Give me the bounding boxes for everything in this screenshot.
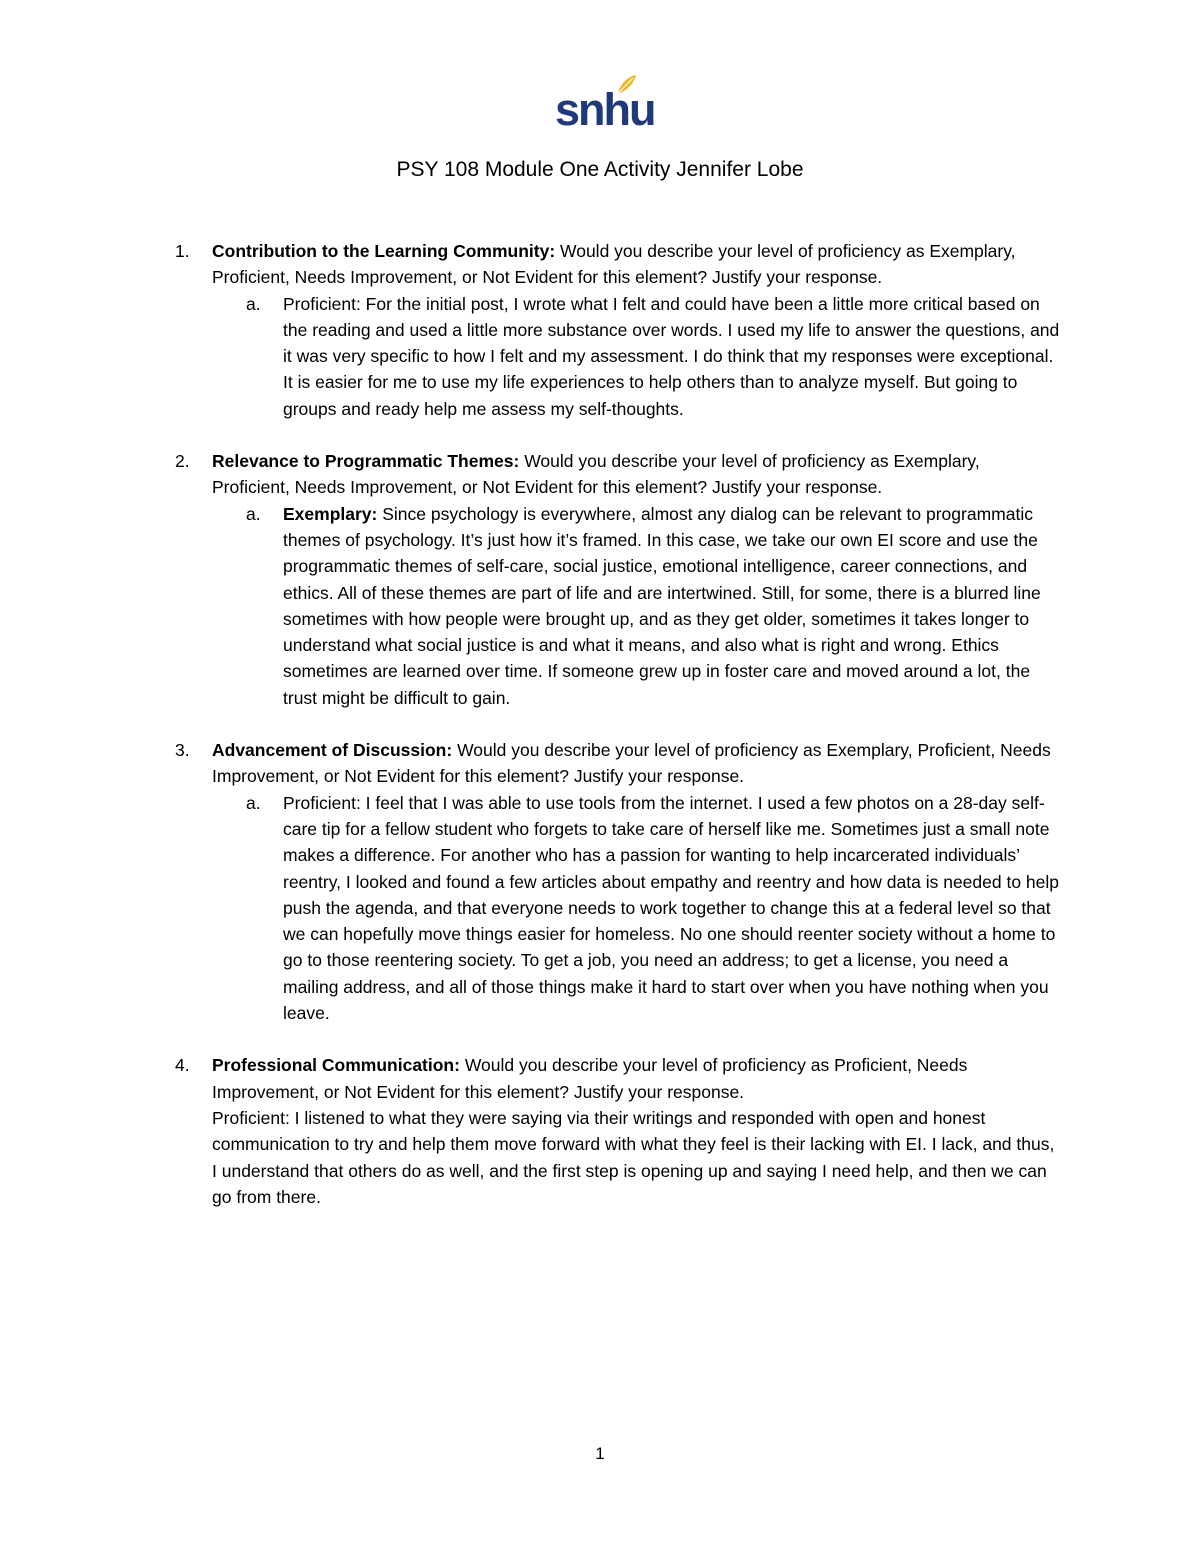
question-paragraph: [212, 737, 1062, 790]
document-body: [175, 238, 1062, 1236]
list-item: [175, 737, 1062, 1026]
list-item-number: 4.: [175, 1055, 190, 1076]
list-item: [175, 1052, 1062, 1210]
answer-text: Since psychology is everywhere, almost any dialog can be relevant to programmatic themes of psychology. It’s just how it’s framed. In this case, we take our own EI score and use the programmatic themes of self-care, social justice, emotional intelligence, career connections, and ethics. All of these themes are part of life and are intertwined. Still, for some, there is a blurred line sometimes with how people were brought up, and as they get older, sometimes it takes longer to understand what social justice is and what it means, and also what is right and wrong. Ethics sometimes are learned over time. If someone grew up in foster care and moved around a lot, the trust might be difficult to gain.: [283, 503, 1041, 708]
question-paragraph: [212, 448, 1062, 501]
sub-list-item: [246, 790, 1062, 1027]
list-item: [175, 448, 1062, 711]
question-text: Would you describe your level of proficiency as Exemplary, Proficient, Needs Improvement, or Not Evident for this element? Justify your response.: [212, 241, 1016, 288]
answer-paragraph: [283, 790, 1062, 1027]
criterion-heading: Relevance to Programmatic Themes:: [212, 451, 520, 472]
answer-text: For the initial post, I wrote what I felt and could have been a little more critical based on the reading and used a little more substance over words. I used my life to answer the questions, and it was very specific to how I felt and my assessment. I do think that my responses were exceptional. It is easier for me to use my life experiences to help others than to analyze myself. But going to groups and ready help me assess my self-thoughts.: [283, 293, 1060, 419]
criterion-heading: Professional Communication:: [212, 1055, 460, 1076]
list-item-number: 1.: [175, 241, 190, 261]
answer-label: Proficient:: [283, 792, 361, 813]
sub-list-item: [246, 501, 1062, 711]
answer-text: I feel that I was able to use tools from the internet. I used a few photos on a 28-day self-care tip for a fellow student who forgets to take care of herself like me. Sometimes just a small note makes a difference. For another who has a passion for wanting to help incarcerated individuals’ reentry, I looked and found a few articles about empathy and reentry and how data is needed to help push the agenda, and that everyone needs to work together to change this at a federal level so that we can hopefully move things easier for homeless. No one should reenter society without a home to go to those reentering society. To get a job, you need an address; to get a license, you need a mailing address, and all of those things make it hard to start over when you have nothing when you leave.: [283, 792, 1060, 1024]
question-paragraph: [212, 1052, 1062, 1105]
answer-paragraph: [283, 291, 1062, 422]
answer-text: I listened to what they were saying via their writings and responded with open and honest communication to try and help them move forward with what they feel is their lacking with EI. I lack, and thus, I understand that others do as well, and the first step is opening up and saying I need help, and then we can go from there.: [212, 1107, 1055, 1207]
criterion-heading: Advancement of Discussion:: [212, 740, 453, 761]
answer-label: Proficient:: [212, 1107, 290, 1128]
sub-list-letter: a.: [246, 792, 261, 813]
page-number: 1: [595, 1444, 605, 1463]
sub-list-letter: a.: [246, 293, 261, 314]
question-text: Would you describe your level of proficiency as Exemplary, Proficient, Needs Improvement, or Not Evident for this element? Justify your response.: [212, 740, 1051, 787]
question-paragraph: [212, 238, 1062, 291]
answer-label: Proficient:: [283, 293, 361, 314]
list-item-number: 2.: [175, 451, 190, 472]
answer-paragraph: [212, 1105, 1062, 1210]
answer-paragraph: [283, 501, 1062, 711]
criterion-heading: Contribution to the Learning Community:: [212, 241, 556, 261]
sub-list-letter: a.: [246, 503, 261, 524]
question-text: Would you describe your level of proficiency as Proficient, Needs Improvement, or Not Evident for this element? Justify your response.: [212, 1055, 968, 1102]
logo-wordmark: snhu: [555, 84, 655, 135]
list-item: [175, 238, 1062, 422]
list-item-number: 3.: [175, 740, 190, 761]
snhu-logo: [555, 74, 655, 135]
answer-label: Exemplary:: [283, 503, 378, 524]
sub-list-item: [246, 291, 1062, 422]
document-title: PSY 108 Module One Activity Jennifer Lobe: [396, 158, 804, 181]
question-text: Would you describe your level of proficiency as Exemplary, Proficient, Needs Improvement, or Not Evident for this element? Justify your response.: [212, 451, 980, 498]
